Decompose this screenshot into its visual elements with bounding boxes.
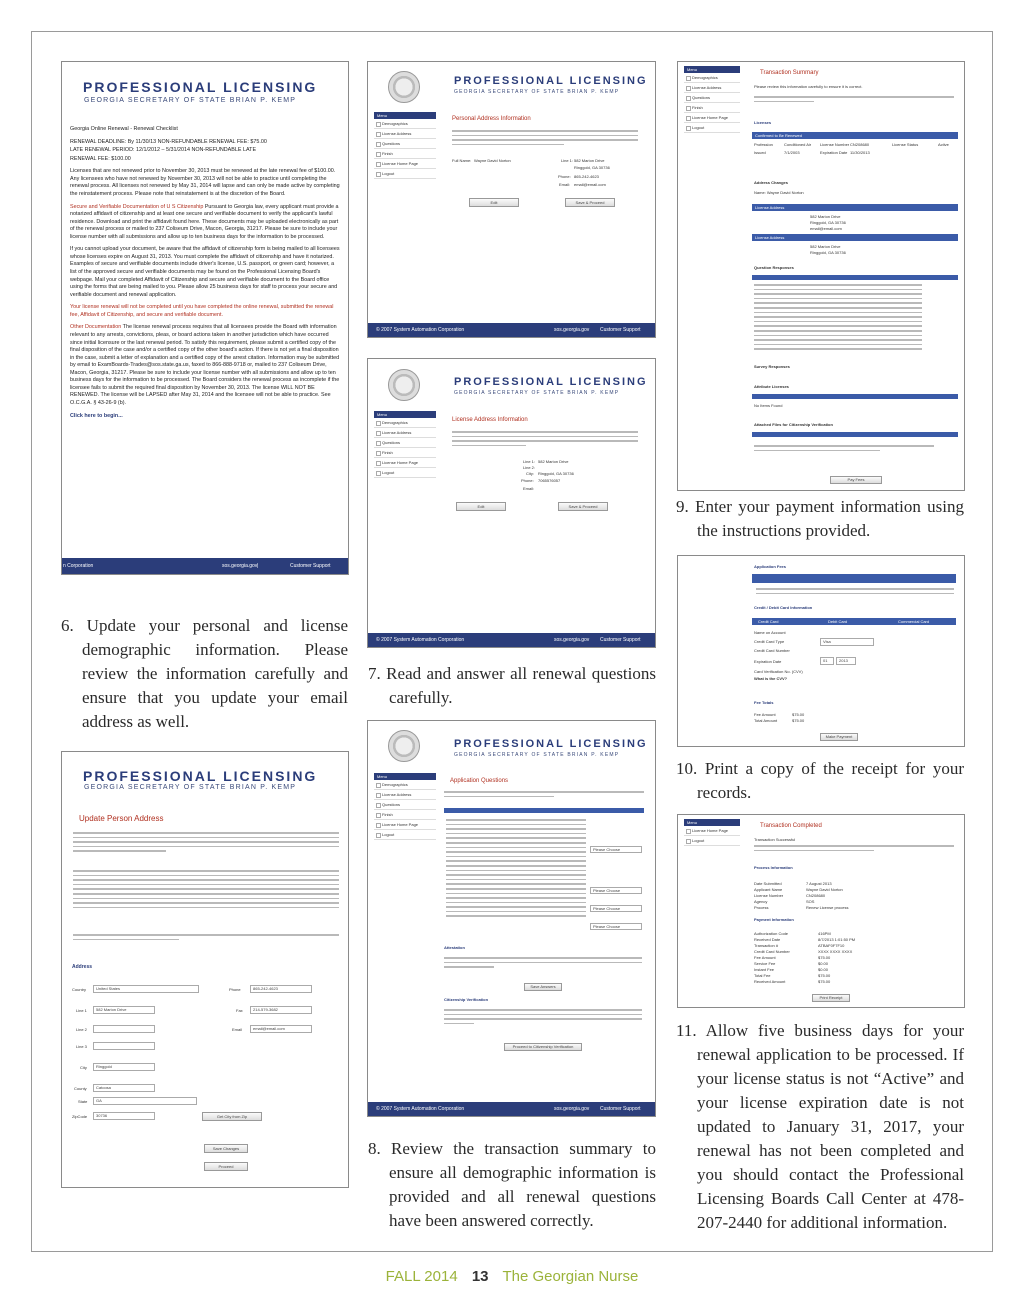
line1-label: Line 1: [561,158,574,163]
site-footer [368,1102,655,1116]
screenshot-application-questions [367,720,656,1117]
zip-input[interactable]: 30736 [93,1112,155,1120]
date-submitted-label: Date Submitted [754,881,782,886]
fee-totals-heading: Fee Totals [754,700,774,705]
menu-item-questions[interactable]: Questions [374,800,436,810]
print-receipt-button[interactable]: Print Receipt [812,994,850,1002]
instant-fee-label: Instant Fee [754,967,775,972]
instant-fee-value: $0.00 [818,967,829,972]
country-label: Country [72,987,87,992]
card-number-label: Credit Card Number [754,648,790,653]
line1-value: 582 Marion Drive [538,459,569,464]
menu-item-demographics[interactable]: Demographics [374,780,436,790]
exp-year-select[interactable]: 2013 [836,657,856,665]
fee-amount-value: $75.00 [792,712,805,717]
line1-label: Line 1: [523,459,536,464]
menu-item-license-address[interactable]: License Address [374,790,436,800]
notice-text [73,870,339,911]
email-value: email@email.com [574,182,606,187]
state-select[interactable]: GA [93,1097,197,1105]
total-amount-label: Total Amount [754,718,778,723]
questions-table-body [446,819,586,920]
footer-site-link[interactable]: sos.georgia.gov [222,563,258,569]
name-label: Full Name: [452,158,472,163]
process-label: Process [754,905,769,910]
expiration-label: Expiration Date [820,150,848,155]
expiration-value: 11/30/2013 [850,150,870,155]
line3-input[interactable] [93,1042,155,1050]
brand-title: PROFESSIONAL LICENSING [454,738,648,750]
city-input[interactable]: Ringgold [93,1063,155,1071]
menu-item-logout[interactable]: Logout [684,123,740,133]
section-title: Transaction Summary [760,70,819,76]
phone-value: 865-242-4623 [574,174,599,179]
address-changes-heading: Address Changes [754,180,789,185]
menu-item-logout[interactable]: Logout [684,836,740,846]
menu-item-questions[interactable]: Questions [374,139,436,149]
menu-heading: Menu [374,773,436,780]
line1-input[interactable]: 582 Marion Drive [93,1006,155,1014]
received-date-label: Received Date [754,937,781,942]
process-info-heading: Process Information [754,865,793,870]
questions-table-header [752,275,958,280]
address-line1: 582 Marion Drive [810,214,841,219]
state-seal-icon [388,730,420,762]
address-line2-b: Ringgold, GA 30736 [810,250,846,255]
screenshot-transaction-summary [677,61,965,491]
state-seal-icon [388,71,420,103]
city-label: City [80,1065,87,1070]
attached-files-table-header [752,432,958,437]
update-instructions [73,832,339,855]
applicant-name-value: Wayne David Norton [806,887,843,892]
caption-step-6: 6. Update your personal and license demographic information. Please review the information carefully and ensure that you update your email address as well. [61,616,348,731]
save-proceed-button[interactable]: Save & Proceed [558,502,608,511]
citizenship-text [444,1009,642,1027]
date-submitted-value: 7 August 2013 [806,881,832,886]
side-menu [374,773,436,840]
line1-label: Line 1 [76,1008,87,1013]
checklist-para-other [70,324,342,407]
card-type-select[interactable]: Visa [820,638,874,646]
citizenship-heading: Secure and Verifiable Documentation of U S Citizenship [70,203,204,210]
license-number-value: CN208680 [850,142,870,147]
issued-value: 7/1/2003 [784,150,800,155]
site-footer: n Corporation sos.georgia.gov | Customer Support [62,558,348,574]
cvv-label: Card Verification No. (CVV) [754,669,803,674]
card-info-heading: Credit / Debit Card Information [754,605,813,610]
attestation-heading: Attestation [444,945,465,950]
menu-item-license-address[interactable]: License Address [374,428,436,438]
license-address-bar-2: License Address [752,234,958,241]
renewal-deadline: RENEWAL DEADLINE: By 11/30/13 NON-REFUNDABLE RENEWAL FEE: $75.00 [70,138,267,145]
menu-item-finish[interactable]: Finish [684,103,740,113]
save-proceed-button[interactable]: Save & Proceed [565,198,615,207]
section-title: Personal Address Information [452,116,531,122]
fees-table-header [752,574,956,583]
name-line: Name: Wayne David Norton [754,190,804,195]
brand-subtitle: GEORGIA SECRETARY OF STATE BRIAN P. KEMP [84,784,297,791]
section-title: License Address Information [452,417,528,423]
menu-item-logout[interactable]: Logout [374,830,436,840]
section-title: Transaction Completed [760,823,822,829]
save-changes-button[interactable]: Save Changes [204,1144,248,1153]
fees-table-rows [756,588,954,597]
page-number: 13 [471,1268,489,1285]
site-footer [368,323,655,337]
footer-support-link[interactable]: Customer Support [600,1106,641,1112]
brand-subtitle: GEORGIA SECRETARY OF STATE BRIAN P. KEMP [84,97,297,104]
city-value: Ringgold, GA 30736 [538,471,574,476]
phone-label: Phone [229,987,241,992]
checklist-para-affidavit: If you cannot upload your document, be aware that the affidavit of citizenship form is being mailed to all licensees whose licenses expire on August 31, 2013. You must complete the affidavit of citizenship and have it notarized. Examples of secure and verifiable documents include driver's license, U.S. passport, or green card; however, a list of the approved secure and verifiable documents may be found on the Professional Licensing Board's webpage. Mail your completed Affidavit of Citizenship and secure and verifiable document to the Board office using the forms that are being mailed to you. Please allow 25 business days for staff to process your secure and verifiable document and renewal application. [70,246,340,298]
summary-note [754,96,954,105]
phone-label: Phone: [558,174,571,179]
menu-item-finish[interactable]: Finish [374,448,436,458]
profession-label: Profession [754,142,773,147]
menu-item-questions[interactable]: Questions [374,438,436,448]
menu-item-logout[interactable]: Logout [374,169,436,179]
question-responses-heading: Question Responses [754,265,794,270]
checklist-para-citizenship [70,204,342,242]
license-status-value: Active [938,142,949,147]
brand-subtitle: GEORGIA SECRETARY OF STATE BRIAN P. KEMP [454,752,620,758]
footer-company: © 2007 System Automation Corporation [376,1106,465,1112]
pay-instructions [754,445,934,454]
agency-label: Agency [754,899,768,904]
menu-item-demographics[interactable]: Demographics [374,119,436,129]
section-title: Update Person Address [79,814,164,823]
confirmed-bar: Confirmed to Be Renewed [752,132,958,139]
proceed-button[interactable]: Proceed [204,1162,248,1171]
caption-step-10: 10. Print a copy of the receipt for your records. [676,759,964,802]
email-label: Email [232,1027,243,1032]
checklist-heading: Georgia Online Renewal - Renewal Checklist [70,126,178,132]
questions-table-body [754,284,922,353]
address-line1-b: 582 Marion Drive [810,244,841,249]
update-form-hint [73,934,339,943]
debit-card-radio[interactable]: Debit Card [828,619,848,624]
issue-season: FALL 2014 [385,1268,458,1285]
address-line2: Ringgold, GA 30736 [810,220,846,225]
line2-input[interactable] [93,1025,155,1033]
success-note [754,845,954,854]
side-menu [374,112,436,179]
questions-table-header [444,808,644,813]
license-number-label: License Number [754,893,784,898]
brand-title: PROFESSIONAL LICENSING [83,768,318,784]
screenshot-license-address [367,358,656,648]
phone-label: Phone: [521,478,534,483]
menu-item-license-address[interactable]: License Address [684,83,740,93]
late-renewal-fee: RENEWAL FEE: $100.00 [70,155,131,162]
email-input[interactable]: email@email.com [250,1025,312,1033]
menu-item-questions[interactable]: Questions [684,93,740,103]
menu-item-license-address[interactable]: License Address [374,129,436,139]
phone-input[interactable]: 865-242-4623 [250,985,312,993]
profession-value: Conditioned Air [784,142,812,147]
cvv-help-link[interactable]: What is the CVV? [754,676,788,681]
footer-support-link[interactable]: Customer Support [290,563,331,569]
line1-value: 582 Marion Drive [574,158,605,163]
question4-select[interactable]: Please Choose [590,923,642,930]
name-value: Wayne David Norton [474,158,511,163]
applicant-name-label: Applicant Name [754,887,783,892]
fee-amount-label: Fee Amount [754,955,776,960]
edit-button[interactable]: Edit [469,198,519,207]
phone-value: 7065576057 [538,478,561,483]
screenshot-payment [677,555,965,747]
received-amount-value: $75.00 [818,979,831,984]
card-type-label: Credit Card Type [754,639,785,644]
screenshot-update-person-address [61,751,349,1188]
brand-title: PROFESSIONAL LICENSING [83,79,318,95]
menu-item-license-home[interactable]: License Home Page [684,826,740,836]
licenses-heading: Licenses [754,120,772,125]
section-title: Application Questions [450,778,509,784]
save-answers-button[interactable]: Save Answers [524,983,562,991]
no-items-found: No Items Found [754,403,783,408]
brand-title: PROFESSIONAL LICENSING [454,376,648,388]
menu-item-demographics[interactable]: Demographics [684,73,740,83]
zip-label: ZipCode [72,1114,88,1119]
line2-label: Line 2 [76,1027,87,1032]
checklist-body [70,126,342,425]
menu-heading: Menu [374,112,436,119]
total-fee-label: Total Fee [754,973,771,978]
get-city-from-zip-button[interactable]: Get City from Zip [202,1112,262,1121]
question1-select[interactable]: Please Choose [590,846,642,853]
card-number-value: XXXX XXXX XXXX [818,949,853,954]
license-number-value: CN208680 [806,893,826,898]
license-status-label: License Status [892,142,919,147]
card-type-bar [752,618,956,625]
footer-support-link[interactable]: Customer Support [600,327,641,333]
menu-item-demographics[interactable]: Demographics [374,418,436,428]
fax-input[interactable]: 214-579-3682 [250,1006,312,1014]
other-doc-heading: Other Documentation [70,324,122,331]
attached-files-heading: Attached Files for Citizenship Verification [754,422,833,427]
pay-fees-button[interactable]: Pay Fees [830,476,882,484]
footer-site-link[interactable]: sos.georgia.gov [554,327,590,333]
footer-company: © 2007 System Automation Corporation [376,327,465,333]
state-label: State [78,1099,88,1104]
instructions-text [452,130,638,148]
citizenship-text: Pursuant to Georgia law, every applicant must provide a notarized affidavit of citizenship and at least one secure and verifiable document to verify the applicant's lawful residence. Download and print the affidavit found here. These documents may be uploaded electronically as part of the renewal process or mailed to 237 Coliseum Drive, Macon, Georgia, 31217. Please be sure to include your license number with all submissions and allow up to ten business days for the information to be processed. [70,203,339,240]
menu-item-license-home[interactable]: License Home Page [374,458,436,468]
checklist-para-late: Licenses that are not renewed prior to November 30, 2013 must be renewed at the late renewal fee of $100.00. Any licensees who have not renewed by November 30, 2013 will not be able to practice until completing the renewal process. All licenses not renewed by May 31, 2014 will lapse and can only be made active by completing the reinstatement process. Please note that reinstatement is at the discretion of the Board. [70,168,340,197]
county-input[interactable]: Catoosa [93,1084,155,1092]
menu-item-finish[interactable]: Finish [374,149,436,159]
footer-site-link[interactable]: sos.georgia.gov [554,1106,590,1112]
footer-support-link[interactable]: Customer Support [600,637,641,643]
screenshot-renewal-checklist [61,61,349,575]
other-doc-text: The license renewal process requires that all licensees provide the Board with information relevant to any arrests, convictions, pleas, or board actions taken in another jurisdiction which have occurred since initial licensure or the last renewal period. To satisfy this requirement, please submit a certified copy of the final disposition of the case and/or a certified copy of the other board's action. If there is not yet a final disposition in the case, submit a letter of explanation and a certified copy of the arrest citation. Information may be submitted by email to ExamBoards-Trades@sos.state.ga.us, faxed to 866-888-9718 or, mailed to 237 Coliseum Drive, Macon, Georgia, 31217. Please be sure to include your license number with all submissions and allow up to ten business days for the information to be processed. The Board considers the renewal process as incomplete if the licensee fails to submit the required final disposition by November 30, 2013. The license WILL NOT BE RENEWED. The license will be LAPSED after May 31, 2014 and the licensee will not be able to practice. See O.C.G.A. § 43-26-9 (b). [70,324,340,406]
site-footer [368,633,655,647]
email-label: Email: [559,182,571,187]
checklist-warning: Your license renewal will not be completed until you have completed the online renewal, submitted the renewal fee, Affidavit of Citizenship, and secure and verifiable document. [70,304,334,318]
magazine-name: The Georgian Nurse [502,1268,639,1285]
city-label: City: [526,471,534,476]
service-fee-label: Service Fee [754,961,776,966]
caption-step-7: 7. Read and answer all renewal questions carefully. [368,664,656,707]
menu-heading: Menu [684,819,740,826]
state-seal-icon [388,369,420,401]
page-footer [0,1268,1024,1285]
brand-title: PROFESSIONAL LICENSING [454,75,648,87]
address-heading: Address [72,964,93,970]
application-fees-heading: Application Fees [754,564,787,569]
menu-item-logout[interactable]: Logout [374,468,436,478]
service-fee-value: $0.00 [818,961,829,966]
license-number-label: License Number [820,142,850,147]
process-value: Renew License process [806,905,849,910]
brand-subtitle: GEORGIA SECRETARY OF STATE BRIAN P. KEMP [454,390,620,396]
issued-label: Issued [754,150,766,155]
menu-heading: Menu [374,411,436,418]
city-value: Ringgold, GA 30736 [574,165,610,170]
received-date-value: 8/7/2013 1:01:50 PM [818,937,856,942]
question2-select[interactable]: Please Choose [590,887,642,894]
email-label: Email: [523,486,535,491]
payment-info-heading: Payment Information [754,917,794,922]
side-menu [374,411,436,478]
caption-step-8: 8. Review the transaction summary to ensure all demographic information is provided and all renewal questions have been answered correctly. [368,1139,656,1230]
side-menu [684,66,740,133]
auth-code-value: 416PM [818,931,831,936]
exp-month-select[interactable]: 01 [820,657,834,665]
question3-select[interactable]: Please Choose [590,905,642,912]
success-message: Transaction Successful [754,837,796,842]
screenshot-transaction-completed [677,814,965,1008]
attribute-licenses-heading: Attribute Licenses [754,384,789,389]
proceed-citizenship-button[interactable]: Proceed to Citizenship Verification [504,1043,582,1051]
fax-label: Fax [236,1008,243,1013]
caption-step-11: 11. Allow five business days for your renewal application to be processed. If your license status is not “Active” and your license expiration date is not updated to January 31, 2017, your renewal has not been completed and you should contact the Professional Licensing Boards Call Center at 478-207-2440 for additional information. [676,1021,964,1232]
late-renewal-period: LATE RENEWAL PERIOD: 12/1/2012 – 5/31/2014 NON-REFUNDABLE LATE [70,147,257,154]
county-label: County [74,1086,87,1091]
received-amount-label: Received Amount [754,979,786,984]
address-line3: email@email.com [810,226,842,231]
auth-code-label: Authorization Code [754,931,789,936]
total-amount-value: $75.00 [792,718,805,723]
menu-item-license-home[interactable]: License Home Page [684,113,740,123]
instructions-text [452,431,638,449]
brand-subtitle: GEORGIA SECRETARY OF STATE BRIAN P. KEMP [454,89,620,95]
menu-item-finish[interactable]: Finish [374,810,436,820]
attributes-table-header [752,394,958,399]
expiration-label: Expiration Date [754,659,782,664]
line3-label: Line 3 [76,1044,87,1049]
license-address-bar: License Address [752,204,958,211]
citizenship-heading: Citizenship Verification [444,997,489,1002]
begin-link[interactable]: Click here to begin... [70,412,123,419]
menu-heading: Menu [684,66,740,73]
transaction-number-label: Transaction # [754,943,779,948]
attestation-text [444,957,642,971]
card-number-label: Credit Card Number [754,949,790,954]
total-fee-value: $75.00 [818,973,831,978]
footer-company: n Corporation [63,563,94,569]
caption-step-9: 9. Enter your payment information using the instructions provided. [676,497,964,540]
summary-intro: Please review this information carefully to ensure it is correct. [754,84,863,89]
fee-amount-value: $75.00 [818,955,831,960]
credit-card-radio[interactable]: Credit Card [758,619,779,624]
menu-item-license-home[interactable]: License Home Page [374,159,436,169]
footer-site-link[interactable]: sos.georgia.gov [554,637,590,643]
agency-value: SOS [806,899,815,904]
footer-company: © 2007 System Automation Corporation [376,637,465,643]
fee-amount-label: Fee Amount [754,712,776,717]
transaction-number-value: ATBAF0F7F10 [818,943,845,948]
screenshot-personal-address [367,61,656,338]
survey-responses-heading: Survey Responses [754,364,790,369]
side-menu [684,819,740,846]
name-on-account-label: Name on Account [754,630,786,635]
menu-item-license-home[interactable]: License Home Page [374,820,436,830]
edit-button[interactable]: Edit [456,502,506,511]
questions-instructions [444,791,644,800]
line2-label: Line 2: [523,465,536,470]
commercial-card-radio[interactable]: Commercial Card [898,619,930,624]
make-payment-button[interactable]: Make Payment [820,733,858,741]
country-select[interactable]: United States [93,985,199,993]
